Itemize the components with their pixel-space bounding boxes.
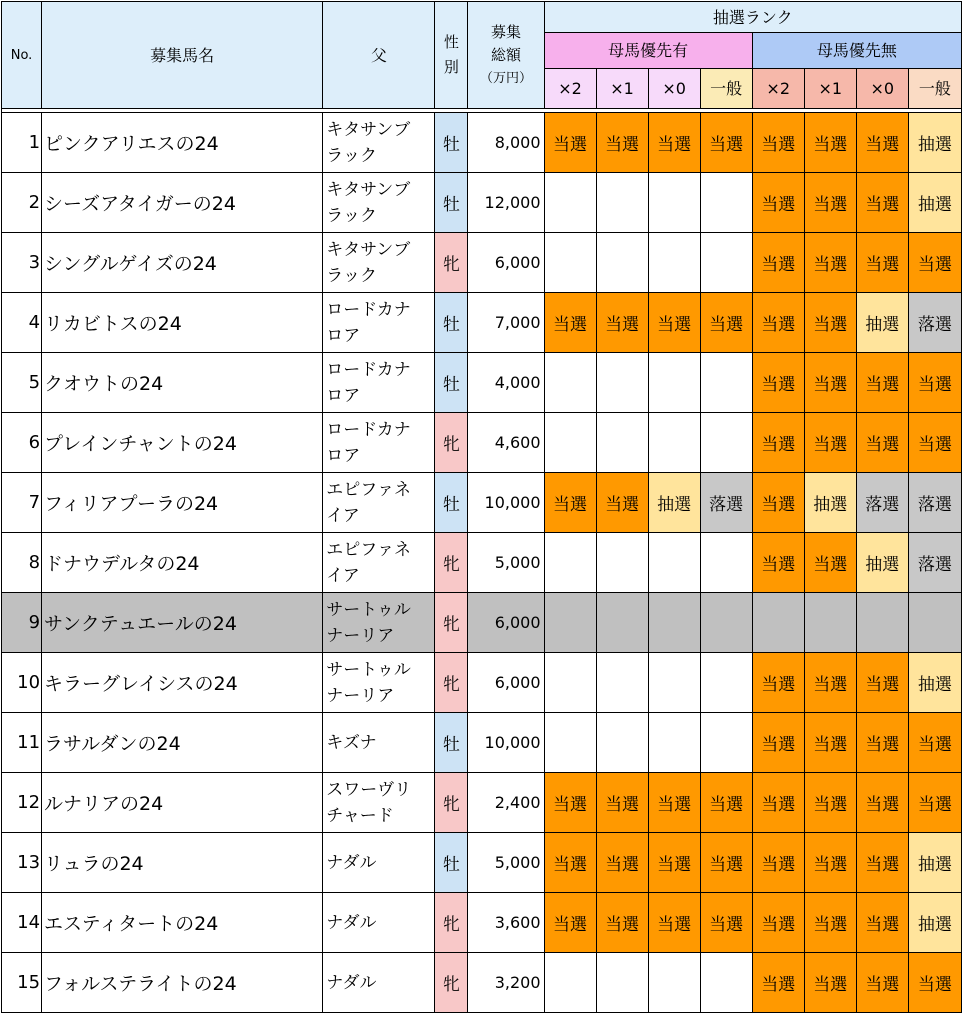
sex-badge: 牝 <box>435 533 468 593</box>
header-no-x0: ×0 <box>856 69 908 109</box>
lottery-result <box>544 413 596 473</box>
amount: 8,000 <box>468 113 544 173</box>
sire-line1: キズナ <box>326 732 377 753</box>
sire-name <box>323 653 435 713</box>
lottery-result <box>648 353 700 413</box>
lottery-result: 当選 <box>752 413 804 473</box>
horse-name: ルナリアの24 <box>42 773 323 833</box>
horse-name: フォルステライトの24 <box>42 953 323 1013</box>
amount: 4,000 <box>468 353 544 413</box>
table-row <box>2 473 962 533</box>
sire-line1: サートゥル <box>326 659 411 680</box>
lottery-result: 当選 <box>596 773 648 833</box>
lottery-result <box>648 953 700 1013</box>
table-row <box>2 173 962 233</box>
lottery-result <box>700 653 752 713</box>
lottery-result: 当選 <box>804 233 856 293</box>
lottery-result <box>700 233 752 293</box>
lottery-result: 当選 <box>856 113 908 173</box>
lottery-result: 抽選 <box>908 833 961 893</box>
lottery-result: 当選 <box>856 953 908 1013</box>
sire-name <box>323 713 435 773</box>
lottery-result: 当選 <box>752 233 804 293</box>
lottery-result <box>596 533 648 593</box>
lottery-result: 当選 <box>908 233 961 293</box>
sex-badge: 牝 <box>435 893 468 953</box>
sire-line2: イア <box>326 565 360 586</box>
lottery-table <box>1 1 962 1013</box>
lottery-result: 当選 <box>752 293 804 353</box>
sex-badge: 牡 <box>435 173 468 233</box>
lottery-result: 当選 <box>648 293 700 353</box>
sire-name <box>323 233 435 293</box>
lottery-result: 当選 <box>804 713 856 773</box>
sire-name <box>323 113 435 173</box>
horse-name: クオウトの24 <box>42 353 323 413</box>
lottery-result: 当選 <box>804 293 856 353</box>
row-number: 4 <box>2 293 42 353</box>
lottery-result <box>596 593 648 653</box>
lottery-result <box>700 953 752 1013</box>
sire-line2: ロア <box>326 325 361 346</box>
header-yes-x0: ×0 <box>648 69 700 109</box>
sex-badge: 牡 <box>435 713 468 773</box>
lottery-result <box>648 593 700 653</box>
lottery-result: 抽選 <box>856 533 908 593</box>
header-sire: 父 <box>323 2 435 109</box>
lottery-result <box>544 173 596 233</box>
sire-line2: ラック <box>326 265 377 286</box>
sire-name <box>323 953 435 1013</box>
row-number: 1 <box>2 113 42 173</box>
lottery-result: 当選 <box>804 893 856 953</box>
horse-name: エスティタートの24 <box>42 893 323 953</box>
sire-name <box>323 533 435 593</box>
amount: 2,400 <box>468 773 544 833</box>
row-number: 2 <box>2 173 42 233</box>
table-row <box>2 833 962 893</box>
sex-badge: 牝 <box>435 233 468 293</box>
sex-badge: 牝 <box>435 593 468 653</box>
sire-line1: キタサンブ <box>326 239 411 260</box>
lottery-result: 当選 <box>544 113 596 173</box>
lottery-result <box>648 173 700 233</box>
sex-badge: 牝 <box>435 773 468 833</box>
header-no-general: 一般 <box>908 69 961 109</box>
lottery-result <box>596 413 648 473</box>
header-no-x2: ×2 <box>752 69 804 109</box>
header-sex-line1: 性 <box>443 33 459 51</box>
sire-line1: ロードカナ <box>326 419 411 440</box>
row-number: 3 <box>2 233 42 293</box>
lottery-result <box>700 173 752 233</box>
row-number: 11 <box>2 713 42 773</box>
lottery-result: 当選 <box>752 113 804 173</box>
lottery-result: 当選 <box>700 773 752 833</box>
lottery-result <box>752 593 804 653</box>
lottery-result: 当選 <box>856 233 908 293</box>
table-row <box>2 353 962 413</box>
lottery-result: 当選 <box>804 833 856 893</box>
lottery-result: 当選 <box>544 293 596 353</box>
lottery-result <box>648 413 700 473</box>
horse-name: フィリアプーラの24 <box>42 473 323 533</box>
sire-name <box>323 413 435 473</box>
table-body <box>2 113 962 1013</box>
lottery-result: 当選 <box>700 293 752 353</box>
lottery-result: 当選 <box>856 353 908 413</box>
lottery-result: 当選 <box>648 893 700 953</box>
lottery-result: 当選 <box>908 773 961 833</box>
lottery-result <box>544 713 596 773</box>
table-row <box>2 653 962 713</box>
amount: 6,000 <box>468 593 544 653</box>
header-sex <box>435 2 468 109</box>
sire-line1: ナダル <box>326 972 377 993</box>
header-amount-line2: 総額 <box>490 45 521 64</box>
lottery-result: 当選 <box>648 773 700 833</box>
sire-line1: ロードカナ <box>326 299 411 320</box>
sire-line1: ナダル <box>326 912 377 933</box>
lottery-result: 当選 <box>752 473 804 533</box>
lottery-result: 抽選 <box>804 473 856 533</box>
horse-name: ピンクアリエスの24 <box>42 113 323 173</box>
row-number: 8 <box>2 533 42 593</box>
sire-line1: サートゥル <box>326 599 411 620</box>
sire-line1: ロードカナ <box>326 359 411 380</box>
lottery-result: 落選 <box>908 473 961 533</box>
lottery-result: 当選 <box>544 893 596 953</box>
table-row <box>2 293 962 353</box>
lottery-result: 当選 <box>596 473 648 533</box>
lottery-result: 抽選 <box>908 173 961 233</box>
lottery-result <box>544 533 596 593</box>
header-horse-name: 募集馬名 <box>42 2 323 109</box>
table-row <box>2 773 962 833</box>
lottery-result <box>596 233 648 293</box>
sex-badge: 牝 <box>435 953 468 1013</box>
sex-badge: 牡 <box>435 293 468 353</box>
header-mother-priority-yes: 母馬優先有 <box>544 33 752 69</box>
lottery-result <box>544 593 596 653</box>
lottery-result: 落選 <box>856 473 908 533</box>
sire-line2: ラック <box>326 205 377 226</box>
lottery-result: 当選 <box>648 113 700 173</box>
sire-line1: エピファネ <box>326 479 411 500</box>
horse-name: サンクテュエールの24 <box>42 593 323 653</box>
row-number: 15 <box>2 953 42 1013</box>
lottery-result: 抽選 <box>908 113 961 173</box>
amount: 4,600 <box>468 413 544 473</box>
sire-line2: ナーリア <box>326 685 395 706</box>
header-yes-x1: ×1 <box>596 69 648 109</box>
lottery-result <box>596 173 648 233</box>
lottery-result: 当選 <box>596 113 648 173</box>
lottery-result: 当選 <box>856 713 908 773</box>
table-row <box>2 533 962 593</box>
lottery-result <box>648 233 700 293</box>
header-yes-x2: ×2 <box>544 69 596 109</box>
table-header <box>2 2 962 113</box>
lottery-result: 抽選 <box>908 653 961 713</box>
sire-line1: キタサンブ <box>326 179 411 200</box>
row-number: 7 <box>2 473 42 533</box>
lottery-result: 当選 <box>804 113 856 173</box>
lottery-result: 落選 <box>908 533 961 593</box>
lottery-result <box>804 593 856 653</box>
lottery-result: 当選 <box>544 773 596 833</box>
header-no: No. <box>2 2 42 109</box>
horse-name: リカビトスの24 <box>42 293 323 353</box>
amount: 3,600 <box>468 893 544 953</box>
row-number: 10 <box>2 653 42 713</box>
amount: 5,000 <box>468 833 544 893</box>
sire-name <box>323 173 435 233</box>
lottery-result: 当選 <box>804 173 856 233</box>
lottery-result: 抽選 <box>908 893 961 953</box>
sire-name <box>323 293 435 353</box>
lottery-result <box>544 233 596 293</box>
row-number: 13 <box>2 833 42 893</box>
horse-name: プレインチャントの24 <box>42 413 323 473</box>
sex-badge: 牡 <box>435 473 468 533</box>
lottery-result: 当選 <box>856 413 908 473</box>
sire-line1: スワーヴリ <box>326 779 412 800</box>
lottery-result: 当選 <box>908 413 961 473</box>
lottery-result <box>908 593 961 653</box>
table-row <box>2 953 962 1013</box>
lottery-result <box>700 593 752 653</box>
lottery-result: 当選 <box>596 293 648 353</box>
sire-name <box>323 593 435 653</box>
lottery-result: 当選 <box>752 773 804 833</box>
lottery-result: 当選 <box>700 833 752 893</box>
lottery-result <box>856 593 908 653</box>
lottery-result: 当選 <box>908 713 961 773</box>
lottery-result: 抽選 <box>856 293 908 353</box>
header-yes-general: 一般 <box>700 69 752 109</box>
lottery-result: 当選 <box>804 953 856 1013</box>
horse-name: キラーグレイシスの24 <box>42 653 323 713</box>
amount: 12,000 <box>468 173 544 233</box>
lottery-result: 当選 <box>544 833 596 893</box>
amount: 3,200 <box>468 953 544 1013</box>
lottery-result: 当選 <box>856 653 908 713</box>
horse-name: シーズアタイガーの24 <box>42 173 323 233</box>
header-amount <box>468 2 544 109</box>
lottery-result: 当選 <box>596 893 648 953</box>
lottery-result: 当選 <box>700 893 752 953</box>
lottery-result: 当選 <box>752 893 804 953</box>
table-row <box>2 713 962 773</box>
horse-name: リュラの24 <box>42 833 323 893</box>
lottery-result: 当選 <box>752 353 804 413</box>
sire-line2: ロア <box>326 385 361 406</box>
lottery-result: 当選 <box>804 353 856 413</box>
horse-name: ドナウデルタの24 <box>42 533 323 593</box>
lottery-result: 当選 <box>804 533 856 593</box>
sire-line2: チャード <box>326 805 394 826</box>
lottery-result <box>700 533 752 593</box>
sex-badge: 牡 <box>435 113 468 173</box>
table-row <box>2 593 962 653</box>
lottery-result: 当選 <box>700 113 752 173</box>
lottery-result <box>648 713 700 773</box>
lottery-result <box>700 713 752 773</box>
row-number: 6 <box>2 413 42 473</box>
lottery-result <box>596 953 648 1013</box>
lottery-result: 当選 <box>908 953 961 1013</box>
lottery-result <box>596 353 648 413</box>
amount: 7,000 <box>468 293 544 353</box>
sire-line2: ラック <box>326 145 377 166</box>
sire-line1: キタサンブ <box>326 119 411 140</box>
lottery-result: 当選 <box>752 533 804 593</box>
header-no-x1: ×1 <box>804 69 856 109</box>
lottery-result: 当選 <box>804 413 856 473</box>
lottery-result: 当選 <box>804 653 856 713</box>
header-mother-priority-no: 母馬優先無 <box>752 33 961 69</box>
lottery-result: 抽選 <box>648 473 700 533</box>
sire-line2: ナーリア <box>326 625 395 646</box>
lottery-result: 当選 <box>752 713 804 773</box>
amount: 6,000 <box>468 653 544 713</box>
sire-name <box>323 773 435 833</box>
lottery-result <box>648 653 700 713</box>
table-row <box>2 413 962 473</box>
lottery-result: 当選 <box>596 833 648 893</box>
lottery-result: 当選 <box>856 173 908 233</box>
amount: 10,000 <box>468 713 544 773</box>
lottery-result: 当選 <box>804 773 856 833</box>
lottery-result: 当選 <box>752 653 804 713</box>
table-row <box>2 233 962 293</box>
lottery-result: 当選 <box>856 773 908 833</box>
lottery-result <box>596 653 648 713</box>
header-sex-line2: 別 <box>443 58 459 76</box>
lottery-result: 当選 <box>544 473 596 533</box>
sex-badge: 牡 <box>435 833 468 893</box>
lottery-result: 当選 <box>648 833 700 893</box>
lottery-result: 当選 <box>856 893 908 953</box>
horse-name: ラサルダンの24 <box>42 713 323 773</box>
sire-line2: ロア <box>326 445 361 466</box>
header-lottery-rank: 抽選ランク <box>544 2 962 33</box>
lottery-result <box>544 953 596 1013</box>
amount: 10,000 <box>468 473 544 533</box>
row-number: 14 <box>2 893 42 953</box>
sex-badge: 牝 <box>435 653 468 713</box>
lottery-result: 当選 <box>752 833 804 893</box>
lottery-result <box>648 533 700 593</box>
sex-badge: 牝 <box>435 413 468 473</box>
sire-line2: イア <box>326 505 360 526</box>
sire-name <box>323 473 435 533</box>
lottery-result: 当選 <box>752 173 804 233</box>
header-amount-unit: （万円） <box>479 70 532 86</box>
amount: 6,000 <box>468 233 544 293</box>
lottery-result <box>544 353 596 413</box>
header-amount-line1: 募集 <box>490 22 521 41</box>
lottery-result: 当選 <box>752 953 804 1013</box>
table-row <box>2 893 962 953</box>
row-number: 5 <box>2 353 42 413</box>
lottery-result: 落選 <box>908 293 961 353</box>
lottery-result: 当選 <box>856 833 908 893</box>
sire-line1: ナダル <box>326 852 377 873</box>
row-number: 12 <box>2 773 42 833</box>
sex-badge: 牡 <box>435 353 468 413</box>
lottery-result <box>700 413 752 473</box>
amount: 5,000 <box>468 533 544 593</box>
lottery-result: 当選 <box>908 353 961 413</box>
row-number: 9 <box>2 593 42 653</box>
horse-name: シングルゲイズの24 <box>42 233 323 293</box>
sire-name <box>323 353 435 413</box>
sire-name <box>323 893 435 953</box>
lottery-result: 落選 <box>700 473 752 533</box>
sire-line1: エピファネ <box>326 539 411 560</box>
table-row <box>2 113 962 173</box>
sire-name <box>323 833 435 893</box>
lottery-result <box>596 713 648 773</box>
lottery-result <box>700 353 752 413</box>
lottery-result <box>544 653 596 713</box>
